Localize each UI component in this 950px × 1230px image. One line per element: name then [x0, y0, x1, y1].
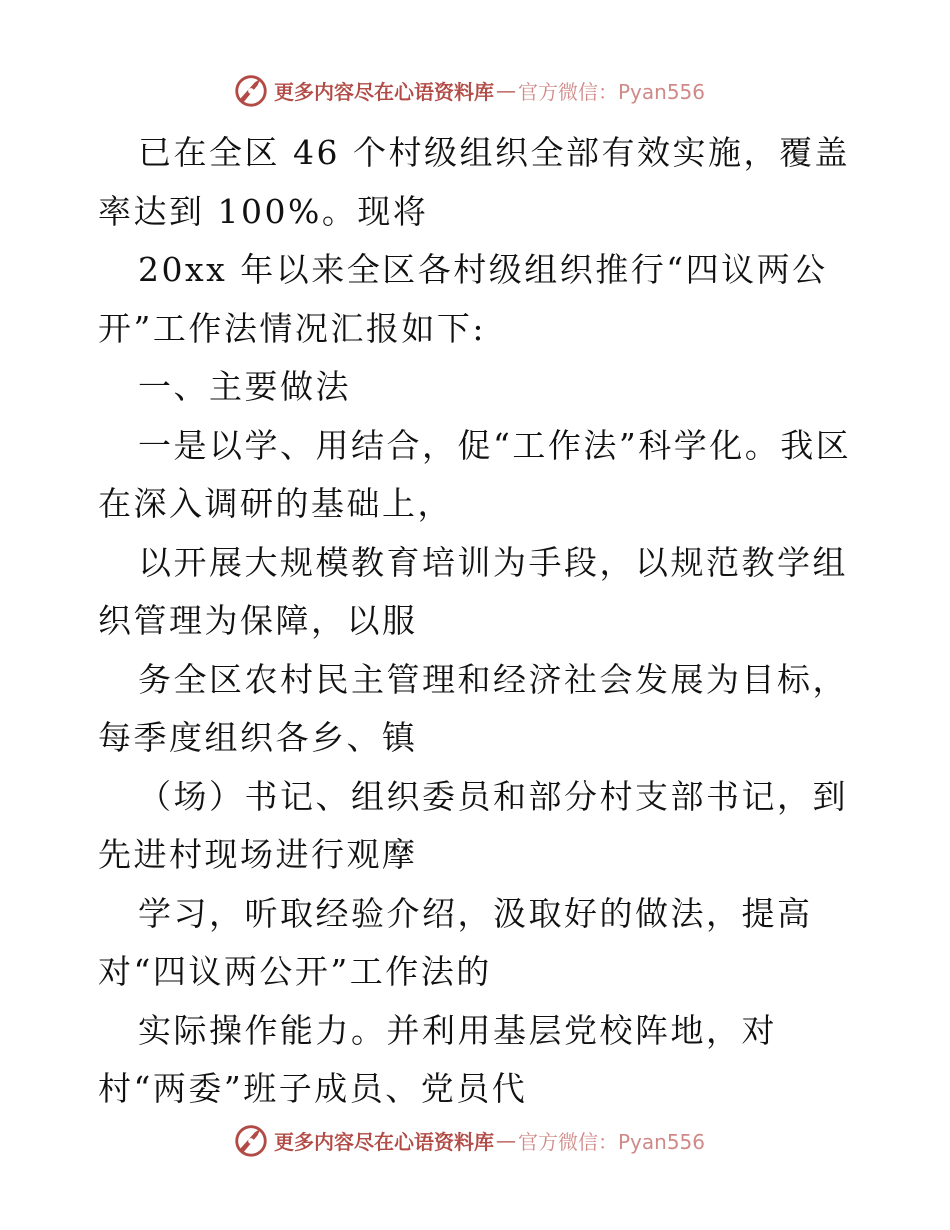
watermark-dash: — [496, 78, 516, 102]
pen-in-circle-icon [232, 1121, 270, 1159]
paragraph: 一是以学、用结合，促“工作法”科学化。我区在深入调研的基础上， [98, 425, 852, 523]
watermark-slogan: 更多内容尽在心语资料库 [274, 79, 494, 104]
watermark-contact: 官方微信：Pyan556 [518, 1129, 706, 1154]
paragraph: 已在全区 46 个村级组织全部有效实施，覆盖率达到 100%。现将 [98, 133, 850, 231]
paragraph: 务全区农村民主管理和经济社会发展为目标，每季度组织各乡、镇 [98, 659, 848, 757]
footer-watermark [232, 1120, 705, 1160]
paragraph: 学习，听取经验介绍，汲取好的做法，提高对“四议两公开”工作法的 [98, 893, 813, 991]
paragraph: 20xx 年以来全区各村级组织推行“四议两公开”工作法情况汇报如下: [98, 250, 828, 348]
watermark-slogan: 更多内容尽在心语资料库 [274, 1129, 494, 1154]
paragraph: 以开展大规模教育培训为手段，以规范教学组织管理为保障，以服 [98, 542, 848, 640]
paragraph: 实际操作能力。并利用基层党校阵地，对村“两委”班子成员、党员代 [98, 1010, 777, 1108]
section-heading: 一、主要做法 [138, 367, 351, 406]
header-watermark [232, 70, 705, 110]
watermark-dash: — [496, 1128, 516, 1152]
pen-in-circle-icon [232, 71, 270, 109]
paragraph: （场）书记、组织委员和部分村支部书记，到先进村现场进行观摩 [98, 776, 848, 874]
watermark-contact: 官方微信：Pyan556 [518, 79, 706, 104]
document-body [98, 124, 858, 1119]
